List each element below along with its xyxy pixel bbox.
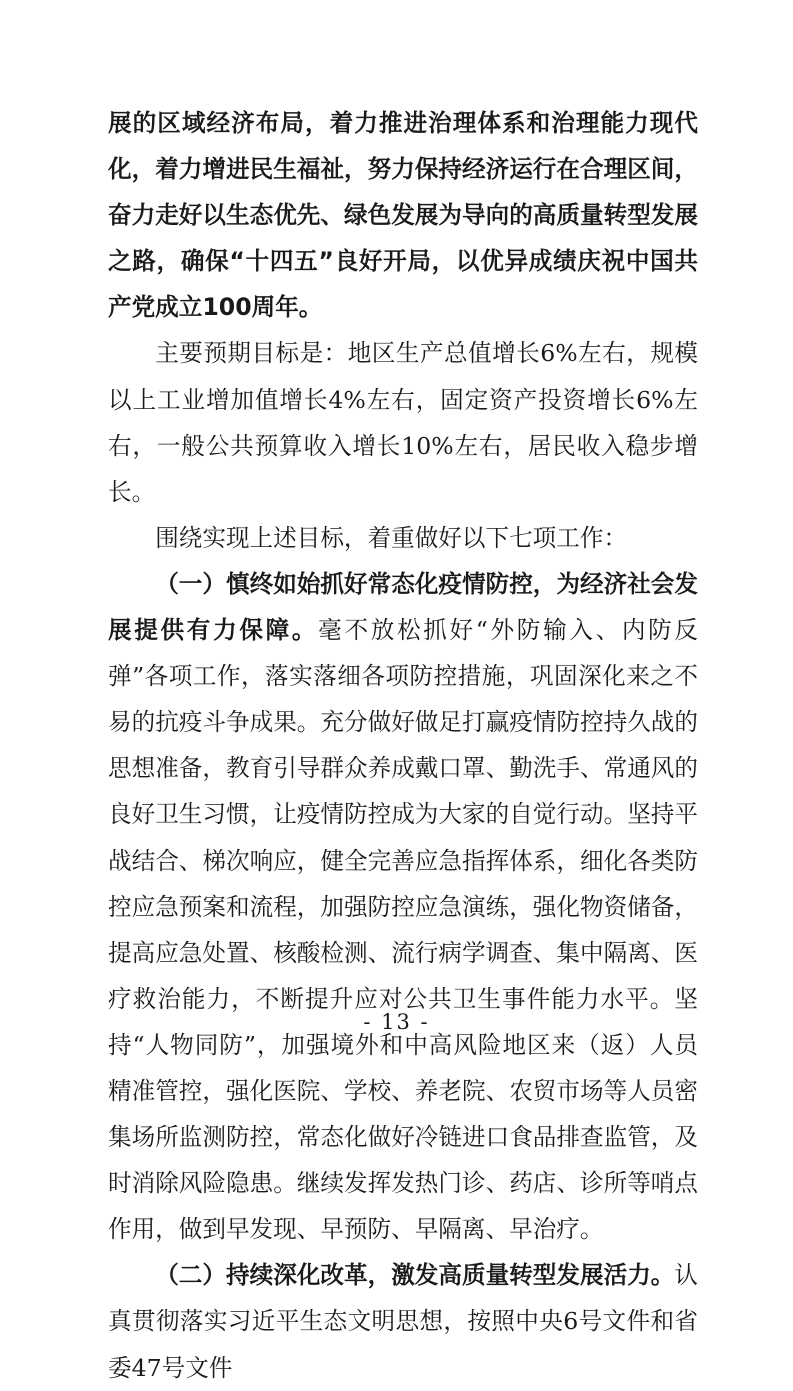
paragraph-5 [108,1252,698,1390]
paragraph-4-text: 毫不放松抓好“外防输入、内防反弹”各项工作，落实落细各项防控措施，巩固深化来之不易的抗疫斗争成果。充分做好做足打赢疫情防控持久战的思想准备，教育引导群众养成戴口罩、勤洗手、常通风的良好卫生习惯，让疫情防控成为大家的自觉行动。坚持平战结合、梯次响应，健全完善应急指挥体系，细化各类防控应急预案和流程，加强防控应急演练，强化物资储备，提高应急处置、核酸检测、流行病学调查、集中隔离、医疗救治能力，不断提升应对公共卫生事件能力水平。坚持“人物同防”，加强境外和中高风险地区来（返）人员精准管控，强化医院、学校、养老院、农贸市场等人员密集场所监测防控，常态化做好冷链进口食品排查监管，及时消除风险隐患。继续发挥发热门诊、药店、诊所等哨点作用，做到早发现、早预防、早隔离、早治疗。 [108,616,699,1244]
paragraph-2-text: 主要预期目标是：地区生产总值增长6%左右，规模以上工业增加值增长4%左右，固定资产投资增长6%左右，一般公共预算收入增长10%左右，居民收入稳步增长。 [108,339,698,506]
paragraph-5-text: 认真贯彻落实习近平生态文明思想，按照中央6号文件和省委47号文件 [108,1261,698,1382]
page-number: - 13 - [363,1010,430,1034]
paragraph-5-heading: （二）持续深化改革，激发高质量转型发展活力。 [155,1261,675,1290]
paragraph-4-heading: （一）慎终如始抓好常态化疫情防控，为经济社会发展提供有力保障。 [108,569,698,645]
paragraph-3-text: 围绕实现上述目标，着重做好以下七项工作： [155,523,628,552]
document-body [108,100,698,1391]
paragraph-4 [108,561,698,1252]
paragraph-1 [108,100,698,330]
paragraph-1-text: 展的区域经济布局，着力推进治理体系和治理能力现代化，着力增进民生福祉，努力保持经济运行在合理区间，奋力走好以生态优先、绿色发展为导向的高质量转型发展之路，确保“十四五”良好开局，以优异成绩庆祝中国共产党成立100周年。 [108,109,698,322]
paragraph-3 [108,515,698,561]
paragraph-2 [108,330,698,514]
